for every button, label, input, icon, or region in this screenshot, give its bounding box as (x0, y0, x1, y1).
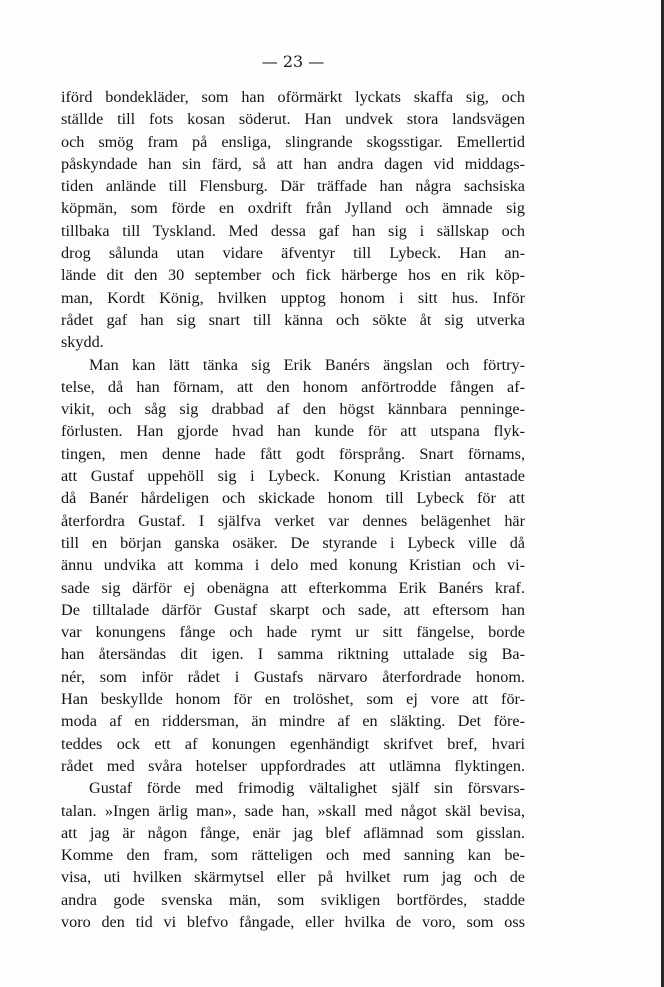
text-line: Gustaf förde med frimodig vältalighet själf sin försvars- (89, 779, 525, 798)
text-line: tillbaka till Tyskland. Med dessa gaf han sig i sällskap och (61, 221, 525, 240)
text-line: De tilltalade därför Gustaf skarpt och sade, att eftersom han (61, 600, 525, 619)
text-line: vikit, och såg sig drabbad af den högst kännbara penninge- (61, 400, 525, 419)
text-line: förlusten. Han gjorde hvad han kunde för att utspana flyk- (61, 422, 525, 441)
text-line: visa, uti hvilken skärmytsel eller på hvilket rum jag och de (61, 868, 525, 887)
text-line: och smög fram på ensliga, slingrande skogsstigar. Emellertid (61, 132, 525, 151)
text-line: till en början ganska osäker. De styrande i Lybeck ville då (61, 533, 525, 552)
text-line: var konungens fånge och hade rymt ur sitt fängelse, borde (61, 623, 525, 642)
text-line: rådet gaf han sig snart till känna och sökte åt sig utverka (61, 310, 525, 329)
text-line: moda af en riddersman, än mindre af en släkting. Det före- (61, 712, 525, 731)
text-line: teddes ock ett af konungen egenhändigt skrifvet bref, hvari (61, 734, 525, 753)
page-number: — 23 — (261, 52, 325, 71)
text-line: Man kan lätt tänka sig Erik Banérs ängslan och förtry- (89, 355, 525, 374)
text-line: iförd bondekläder, som han oförmärkt lyckats skaffa sig, och (61, 88, 525, 106)
text-line: sade sig därför ej obenägna att efterkomma Erik Banérs kraf. (61, 578, 525, 597)
text-line: voro den tid vi blefvo fångade, eller hvilka de voro, som oss (61, 912, 525, 931)
text-line: telse, då han förnam, att den honom anförtrodde fången af- (61, 377, 525, 396)
text-line: talan. »Ingen ärlig man», sade han, »skall med något skäl bevisa, (61, 801, 525, 820)
text-line: då Banér hårdeligen och skickade honom till Lybeck för att (61, 489, 525, 508)
text-line: tingen, men denne hade fått godt försprång. Snart förnams, (61, 444, 525, 463)
page-body-text (61, 86, 525, 933)
text-line: Han beskyllde honom för en trolöshet, som ej vore att för- (61, 690, 525, 709)
text-line: återfordra Gustaf. I själfva verket var dennes belägenhet här (61, 511, 525, 530)
text-line: skydd. (61, 333, 104, 352)
text-line: tiden anlände till Flensburg. Där träffade han några sachsiska (61, 177, 525, 196)
text-line: ställde till fots kosan söderut. Han undvek stora landsvägen (61, 110, 525, 129)
text-line: lände dit den 30 september och fick härberge hos en rik köp- (61, 266, 525, 285)
text-line: påskyndade han sin färd, så att han andra dagen vid middags- (61, 154, 525, 173)
text-line: drog sålunda utan vidare äfventyr till Lybeck. Han an- (61, 244, 525, 263)
text-line: Komme den fram, som rätteligen och med sanning kan be- (61, 846, 525, 865)
text-line: rådet med svåra hotelser uppfordrades att utlämna flyktingen. (61, 756, 525, 775)
text-line: andra gode svenska män, som svikligen bortfördes, stadde (61, 890, 525, 909)
text-line: att Gustaf uppehöll sig i Lybeck. Konung Kristian antastade (61, 467, 525, 486)
text-line: nér, som inför rådet i Gustafs närvaro återfordrade honom. (61, 667, 525, 686)
text-line: att jag är någon fånge, enär jag blef aflämnad som gisslan. (61, 823, 525, 842)
text-line: köpmän, som förde en oxdrift från Jylland och ämnade sig (61, 199, 525, 218)
text-line: ännu undvika att komma i delo med konung Kristian och vi- (61, 556, 525, 575)
text-line: han återsändas dit igen. I samma riktning uttalade sig Ba- (61, 645, 525, 664)
text-line: man, Kordt König, hvilken upptog honom i sitt hus. Inför (61, 288, 525, 307)
